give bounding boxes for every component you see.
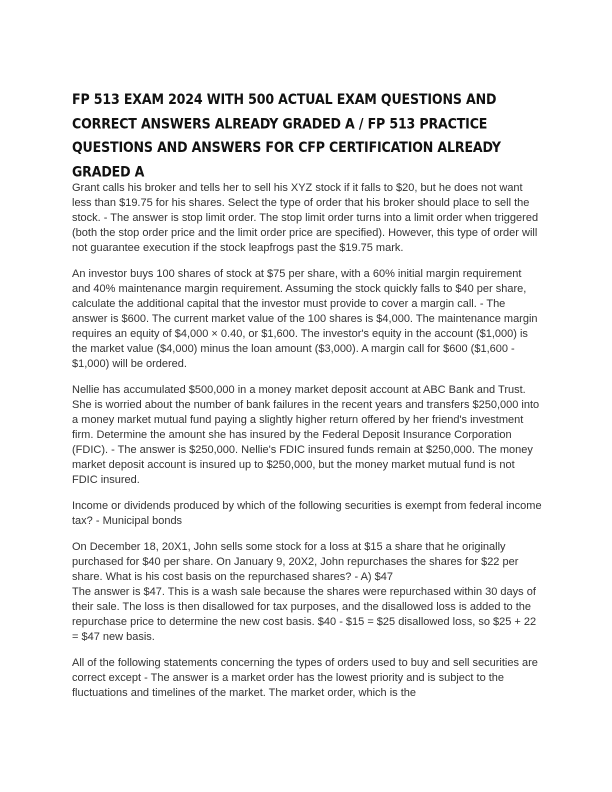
paragraph-margin-call: An investor buys 100 shares of stock at $75 per share, with a 60% initial margin requirement and 40% maintenance margin requirement. Assuming the stock quickly falls to $40 per share, calculate the additional capital that the investor must provide to cover a margin call. - The answer is $600. The current market value of the 100 shares is $4,000. The maintenance margin requires an equity of $4,000 × 0.40, or $1,600. The investor's equity in the account ($1,000) is the market value ($4,000) minus the loan amount ($3,000). A margin call for $600 ($1,600 - $1,000) will be ordered. — [72, 268, 538, 370]
paragraph-wash-sale-question: On December 18, 20X1, John sells some stock for a loss at $15 a share that he originally purchased for $40 per share. On January 9, 20X2, John repurchases the shares for $22 per share. What is his cost basis on the repurchased shares? - A) $47 — [72, 541, 519, 584]
paragraph-wash-sale-answer: The answer is $47. This is a wash sale because the shares were repurchased within 30 days of their sale. The loss is then disallowed for tax purposes, and the disallowed loss is added to the repurchase price to determine the new cost basis. $40 - $15 = $25 disallowed loss, so $25 + 22 = $47 new basis. — [72, 586, 537, 643]
paragraph-fdic-insurance: Nellie has accumulated $500,000 in a money market deposit account at ABC Bank and Trust. She is worried about the number of bank failures in the recent years and transfers $250,000 into a money market mutual fund paying a slightly higher return offered by her friend's investment firm. Determine the amount she has insured by the Federal Deposit Insurance Corporation (FDIC). - The answer is $250,000. Nellie's FDIC insured funds remain at $250,000. The money market deposit account is insured up to $250,000, but the money market mutual fund is not FDIC insured. — [72, 384, 540, 486]
document-body — [72, 181, 542, 713]
document-title: FP 513 EXAM 2024 WITH 500 ACTUAL EXAM QUESTIONS AND CORRECT ANSWERS ALREADY GRADED A / FP 513 PRACTICE QUESTIONS AND ANSWERS FOR CFP CERTIFICATION ALREADY GRADED A — [72, 90, 501, 180]
paragraph-order-types: All of the following statements concerning the types of orders used to buy and sell securities are correct except - The answer is a market order has the lowest priority and is subject to the fluctuations and timelines of the market. The market order, which is the — [72, 657, 538, 700]
paragraph-municipal-bonds: Income or dividends produced by which of the following securities is exempt from federal income tax? - Municipal bonds — [72, 500, 542, 527]
paragraph-stop-limit-order: Grant calls his broker and tells her to sell his XYZ stock if it falls to $20, but he does not want less than $19.75 for his shares. Select the type of order that his broker should place to sell the stock. - The answer is stop limit order. The stop limit order turns into a limit order when triggered (both the stop order price and the limit order price are specified). However, this type of order will not guarantee execution if the stock leapfrogs past the $19.75 mark. — [72, 182, 539, 254]
